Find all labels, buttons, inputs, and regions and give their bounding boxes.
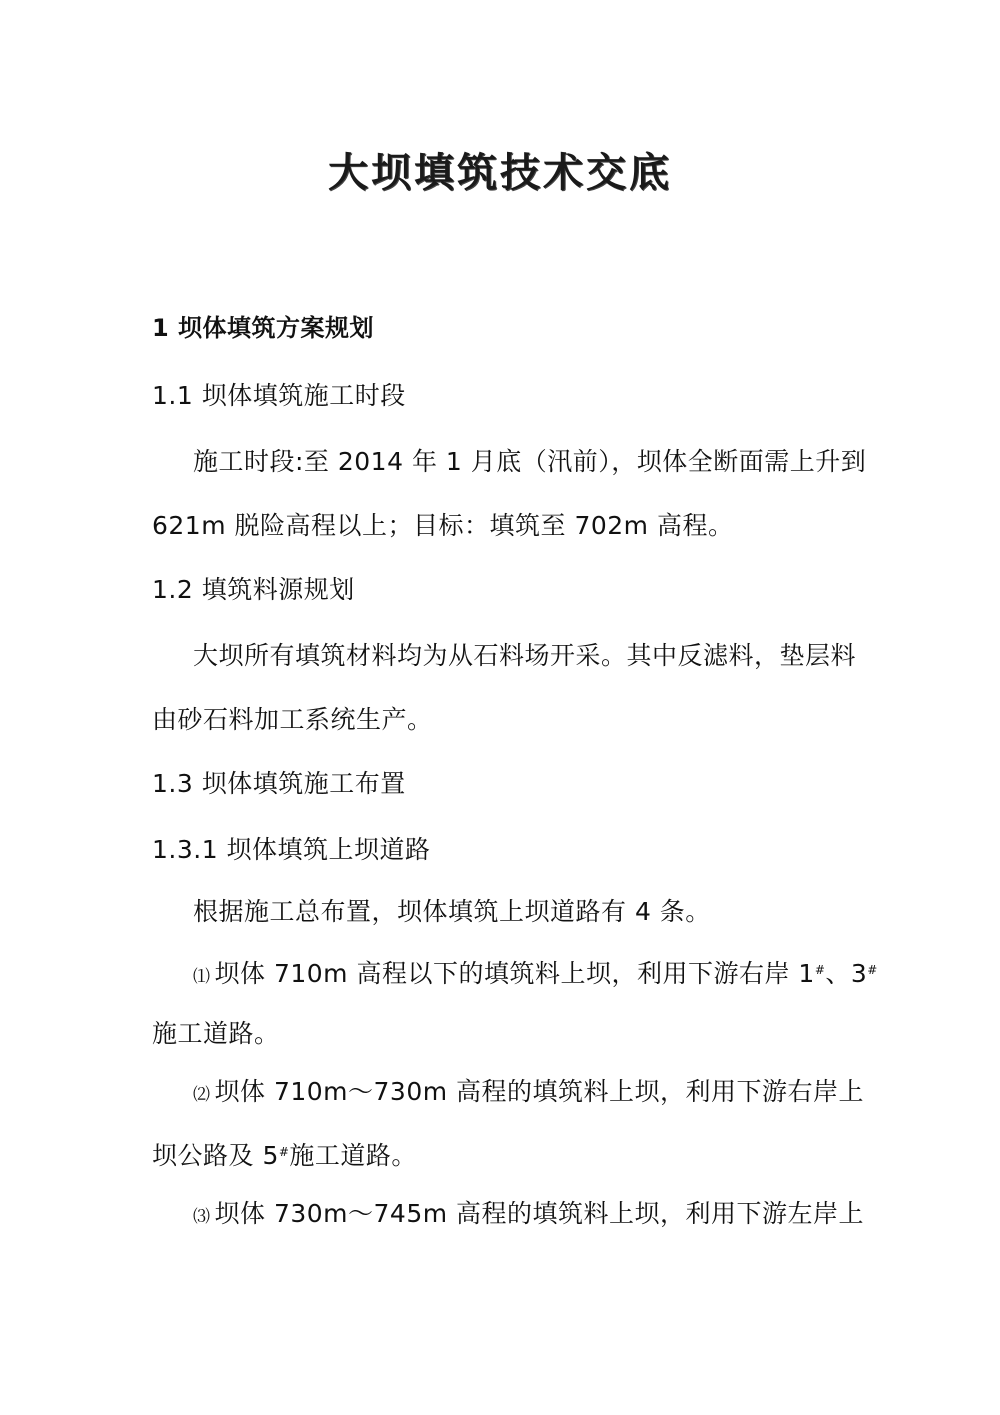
list-marker-2: ⑵ bbox=[193, 1085, 211, 1105]
list-item-1-line-1 bbox=[193, 958, 878, 993]
list-item-2-line-2 bbox=[152, 1140, 417, 1172]
list-item-1-text-a: 坝体 710m 高程以下的填筑料上坝，利用下游右岸 1 bbox=[214, 959, 815, 988]
paragraph-1-2-line-2: 由砂石料加工系统生产。 bbox=[152, 705, 433, 734]
list-item-1-sup-1: # bbox=[814, 963, 826, 977]
list-item-2-line-2-text-a: 坝公路及 5 bbox=[152, 1141, 279, 1170]
subsection-heading-1-1: 1.1 坝体填筑施工时段 bbox=[152, 381, 406, 410]
list-item-1-text-b: 、3 bbox=[825, 959, 868, 988]
list-marker-3: ⑶ bbox=[193, 1207, 211, 1227]
paragraph-1-1-line-2: 621m 脱险高程以上；目标：填筑至 702m 高程。 bbox=[152, 511, 734, 540]
list-item-2-line-1 bbox=[193, 1076, 864, 1111]
list-item-3-line-1 bbox=[193, 1198, 864, 1233]
subsection-heading-1-2: 1.2 填筑料源规划 bbox=[152, 575, 355, 604]
list-item-1-sup-2: # bbox=[867, 963, 878, 977]
paragraph-1-1-line-1: 施工时段:至 2014 年 1 月底（汛前），坝体全断面需上升到 bbox=[193, 447, 867, 476]
document-title: 大坝填筑技术交底 bbox=[328, 150, 672, 196]
paragraph-1-2-line-1: 大坝所有填筑材料均为从石料场开采。其中反滤料，垫层料 bbox=[193, 641, 857, 670]
list-item-2-sup: # bbox=[278, 1145, 290, 1159]
list-item-2-text: 坝体 710m～730m 高程的填筑料上坝，利用下游右岸上 bbox=[214, 1077, 865, 1106]
section-heading-1: 1 坝体填筑方案规划 bbox=[152, 314, 375, 342]
list-marker-1: ⑴ bbox=[193, 967, 211, 987]
list-item-2-line-2-text-b: 施工道路。 bbox=[289, 1141, 417, 1170]
list-item-1-line-2: 施工道路。 bbox=[152, 1019, 280, 1048]
list-item-3-text: 坝体 730m～745m 高程的填筑料上坝，利用下游左岸上 bbox=[214, 1199, 865, 1228]
paragraph-1-3-1-intro: 根据施工总布置，坝体填筑上坝道路有 4 条。 bbox=[193, 897, 711, 926]
subsection-heading-1-3: 1.3 坝体填筑施工布置 bbox=[152, 769, 406, 798]
subsection-heading-1-3-1: 1.3.1 坝体填筑上坝道路 bbox=[152, 835, 431, 864]
